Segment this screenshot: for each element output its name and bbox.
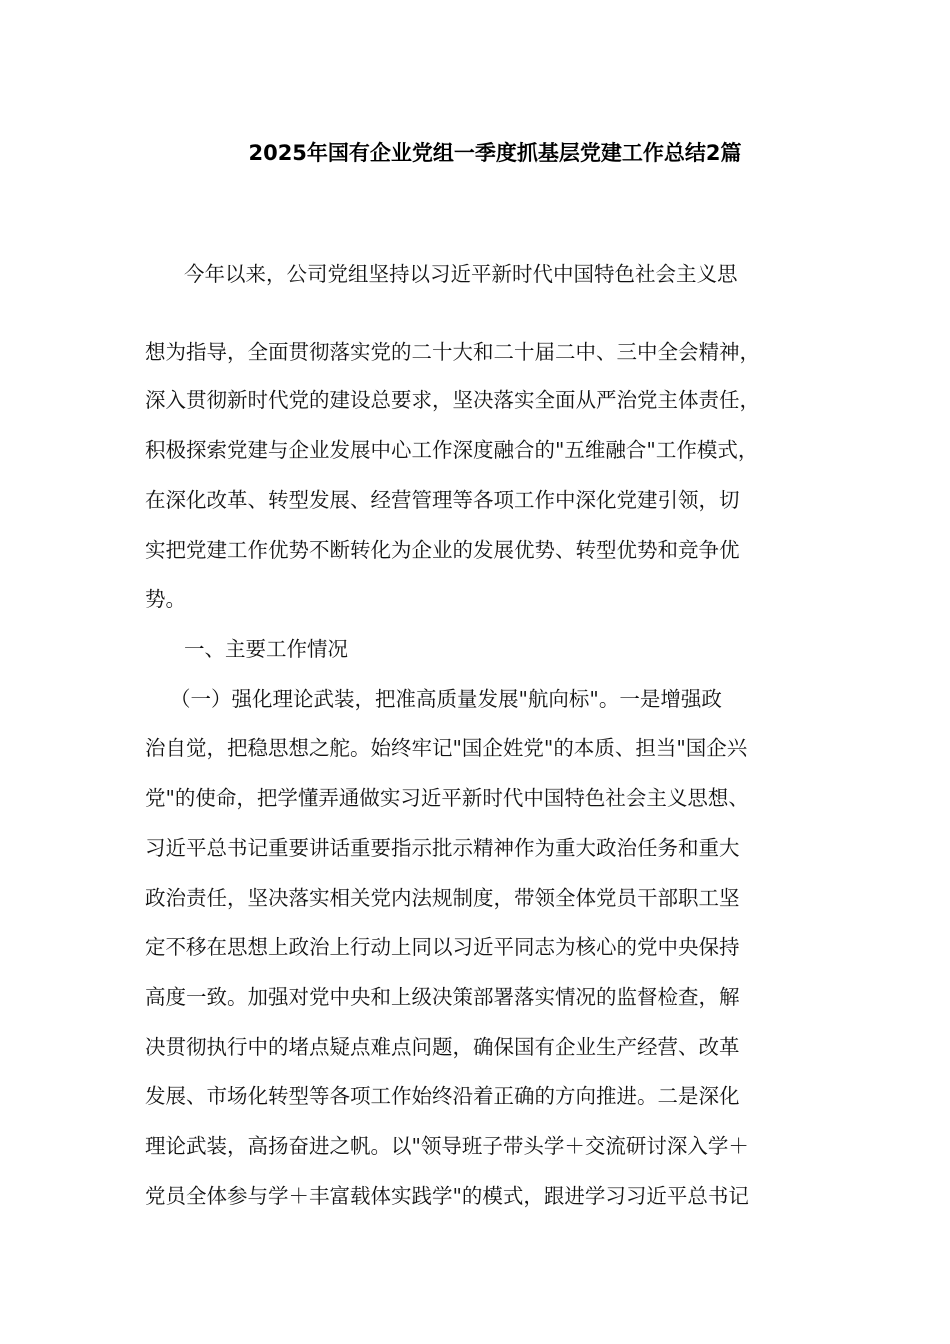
paragraph-line: 高度一致。加强对党中央和上级决策部署落实情况的监督检查，解 <box>145 985 740 1009</box>
paragraph-line: 习近平总书记重要讲话重要指示批示精神作为重大政治任务和重大 <box>145 836 740 860</box>
paragraph-line: 今年以来，公司党组坚持以习近平新时代中国特色社会主义思 <box>184 262 738 286</box>
paragraph-line: 党"的使命，把学懂弄通做实习近平新时代中国特色社会主义思想、 <box>145 786 749 810</box>
paragraph-line: 政治责任，坚决落实相关党内法规制度，带领全体党员干部职工坚 <box>145 886 740 910</box>
paragraph-line: 治自觉，把稳思想之舵。始终牢记"国企姓党"的本质、担当"国企兴 <box>145 736 748 760</box>
paragraph-line: 深入贯彻新时代党的建设总要求，坚决落实全面从严治党主体责任， <box>145 388 760 412</box>
paragraph-line: 发展、市场化转型等各项工作始终沿着正确的方向推进。二是深化 <box>145 1084 740 1108</box>
paragraph-line: 势。 <box>145 587 186 611</box>
document-title: 2025年国有企业党组一季度抓基层党建工作总结2篇 <box>248 141 742 165</box>
section-heading: 一、主要工作情况 <box>184 637 348 661</box>
paragraph-line: 积极探索党建与企业发展中心工作深度融合的"五维融合"工作模式， <box>145 438 759 462</box>
paragraph-line: 定不移在思想上政治上行动上同以习近平同志为核心的党中央保持 <box>145 935 740 959</box>
paragraph-line: 实把党建工作优势不断转化为企业的发展优势、转型优势和竞争优 <box>145 538 740 562</box>
paragraph-line: 理论武装，高扬奋进之帆。以"领导班子带头学＋交流研讨深入学＋ <box>145 1134 749 1158</box>
paragraph-line: 想为指导，全面贯彻落实党的二十大和二十届二中、三中全会精神， <box>145 340 760 364</box>
paragraph-line: 在深化改革、转型发展、经营管理等各项工作中深化党建引领，切 <box>145 488 740 512</box>
paragraph-line: 决贯彻执行中的堵点疑点难点问题，确保国有企业生产经营、改革 <box>145 1035 740 1059</box>
paragraph-line: （一）强化理论武装，把准高质量发展"航向标"。一是增强政 <box>170 687 722 711</box>
paragraph-line: 党员全体参与学＋丰富载体实践学"的模式，跟进学习习近平总书记 <box>145 1184 749 1208</box>
